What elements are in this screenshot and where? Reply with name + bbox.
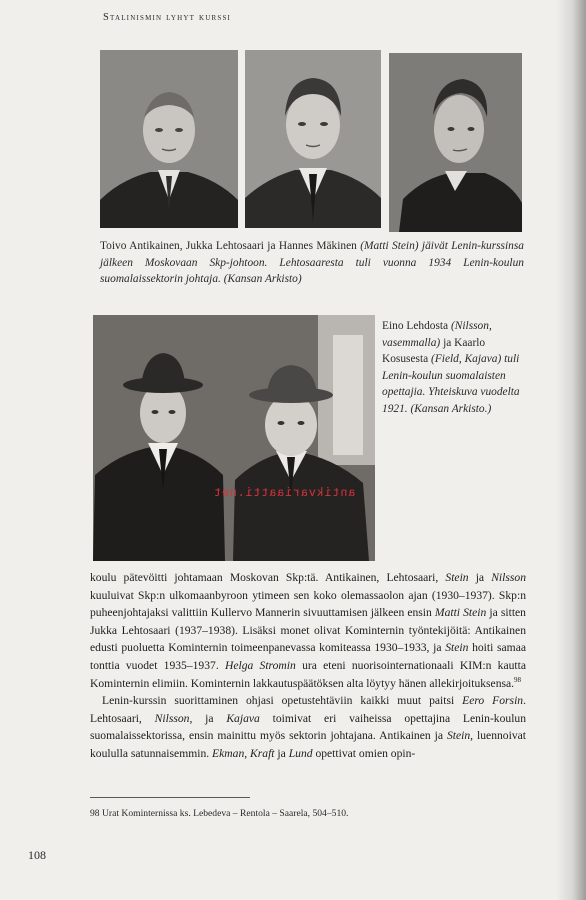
italic-name: Kajava	[226, 711, 260, 725]
italic-name: Kraft	[250, 746, 275, 760]
footnote-divider	[90, 797, 250, 798]
text-run: ,	[244, 746, 251, 760]
text-run: , ja	[189, 711, 227, 725]
italic-name: Eero Forsin	[462, 694, 524, 708]
caption-italic-rest: (Field, Kajava) tuli Lenin-koulun suomalaisten opettajia. Yhteiskuva vuodelta 1921. (Kansan Arkisto.)	[382, 353, 520, 415]
italic-name: Nilsson	[491, 571, 526, 584]
page-edge-shadow	[556, 0, 586, 900]
caption-name-1: Eino Lehdosta	[382, 320, 451, 332]
text-run: . Lehtosaari,	[90, 694, 526, 725]
italic-name: Lund	[288, 746, 313, 760]
footnote-reference[interactable]: 98	[514, 675, 522, 684]
italic-name: Stein	[445, 641, 469, 655]
page-number: 108	[28, 848, 46, 862]
body-text	[90, 569, 526, 763]
running-header: Stalinismin lyhyt kurssi	[103, 12, 232, 23]
italic-name: Matti Stein	[434, 606, 487, 620]
text-run: hoiti samaa tonttia vuodet 1935–1937.	[90, 641, 526, 672]
portrait-photo-lehtosaari	[245, 50, 381, 228]
portrait-photo-makinen	[389, 53, 522, 232]
text-run: kuuluivat Skp:n ulkomaanbyroon ytimeen sen koko olemassaolon ajan (1930–1937). Skp:n puheenjohtajaksi valittiin Kullervo Mannerin sivuuttamisen jälkeen ensin	[90, 588, 526, 620]
caption-alias-1: (Nilsson, vasemmalla)	[382, 320, 492, 349]
text-run: toimivat eri vaiheissa opettajina Lenin-koulun suomalaissektorissa, ensin mainittu myös sektorin johtajana. Antikainen ja	[90, 711, 527, 743]
text-run: Lenin-kurssin suorittaminen ohjasi opetustehtäviin kaikki muut paitsi	[102, 694, 463, 708]
italic-name: Stein	[446, 729, 471, 743]
caption-italic-text: (Matti Stein) jäivät Lenin-kurssinsa jälkeen Moskovaan Skp-johtoon. Lehtosaaresta tuli vuonna 1934 Lenin-koulun suomalaissektorin johtaja. (Kansan Arkisto)	[100, 240, 524, 285]
text-run: opettivat omien opin-	[312, 746, 416, 760]
text-run: ura eteni nuorisointernationaali KIM:n kautta Kominternin elimiin. Kominternin lakkautuspäätöksen alta löytyy hänen allekirjoituksensa.	[90, 658, 526, 690]
photo-caption-side	[382, 318, 522, 417]
text-run: ja sitten Jukka Lehtosaari (1937–1938). Lisäksi monet olivat Kominternin työntekijöitä: Antikainen edusti puoluetta Kominternin toimeenpanevassa komiteassa 1930–1933, ja	[90, 606, 526, 655]
paragraph-1	[90, 569, 526, 692]
text-run: koulu pätevöitti johtamaan Moskovan Skp:tä. Antikainen, Lehtosaari,	[90, 571, 446, 584]
portrait-photo-antikainen	[100, 50, 238, 228]
caption-names: Toivo Antikainen, Jukka Lehtosaari ja Hannes Mäkinen	[100, 240, 361, 252]
watermark-text: antikvariaatti.net	[213, 487, 356, 500]
paragraph-2	[90, 692, 526, 762]
footnote: 98 Urat Kominternissa ks. Lebedeva – Rentola – Saarela, 504–510.	[90, 808, 349, 819]
text-run: ja	[468, 571, 492, 584]
caption-name-2: ja Kaarlo Kosusesta	[382, 336, 486, 365]
group-photo-lehdosta-kosusesta	[93, 315, 375, 561]
text-run: , luennoivat koululla satunnaisemmin.	[90, 729, 526, 760]
italic-name: Ekman	[212, 746, 245, 760]
italic-name: Helga Stromin	[224, 658, 296, 672]
photo-caption-top	[100, 238, 524, 288]
italic-name: Stein	[445, 571, 469, 584]
italic-name: Nilsson	[154, 711, 190, 725]
text-run: ja	[274, 746, 289, 760]
